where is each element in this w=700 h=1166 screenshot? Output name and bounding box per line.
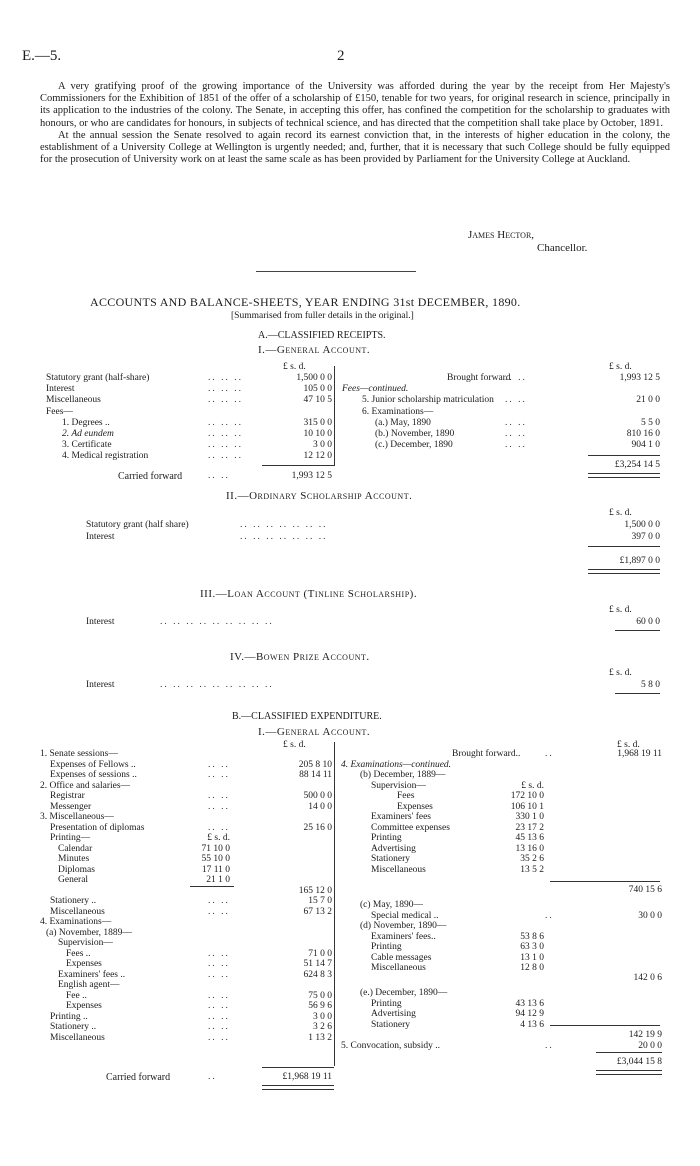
expenditure-subamount-right: 13 1 0 <box>520 952 544 963</box>
leader-dots: .. .. .. <box>208 395 243 406</box>
expenditure-label-right: Stationery <box>371 854 411 864</box>
currency-header-right: £ s. d. <box>609 362 632 372</box>
total-double-rule <box>588 569 660 574</box>
expenditure-label-right: Miscellaneous <box>371 864 426 875</box>
total-double-rule <box>588 473 660 478</box>
expenditure-subamount: 21 1 0 <box>206 875 230 885</box>
receipt-row <box>62 429 114 440</box>
expenditure-label: Expenses of sessions .. <box>50 770 137 780</box>
leader-dots: .. <box>545 910 554 921</box>
receipt-row <box>46 384 75 395</box>
expenditure-subamount-right: 13 16 0 <box>515 843 544 854</box>
ordinary-total: £1,897 0 0 <box>619 556 660 566</box>
expenditure-label: Presentation of diplomas <box>50 822 145 833</box>
carried-forward-label: Carried forward <box>106 1072 171 1083</box>
leader-dots: .. .. <box>208 906 230 917</box>
leader-dots: .. .. .. <box>208 373 243 383</box>
expenditure-amount: 75 0 0 <box>308 990 332 1001</box>
receipt-amount: 1,500 0 0 <box>296 373 332 383</box>
currency-header-right: £ s. d. <box>617 740 640 750</box>
intro-text <box>40 81 670 166</box>
expenditure-label: Minutes <box>58 854 90 864</box>
expenditure-subamount-right: 12 8 0 <box>520 963 544 973</box>
expenditure-label: Fee .. <box>66 990 87 1001</box>
expenditure-subamount: 55 10 0 <box>201 854 230 864</box>
expenditure-subamount-right: 330 1 0 <box>515 812 544 822</box>
receipts-heading: A.—CLASSIFIED RECEIPTS. <box>258 330 386 341</box>
leader-dots: .. .. <box>505 373 527 383</box>
expenditure-subamount-right: 43 13 6 <box>515 998 544 1009</box>
expenditure-label: Registrar <box>50 791 85 801</box>
leader-dots: .. .. <box>208 822 230 833</box>
expenditure-label-right: Miscellaneous <box>371 963 426 973</box>
document-reference: E.—5. <box>22 48 62 64</box>
expenditure-label-right: (b) December, 1889— <box>360 770 446 780</box>
leader-dots: .. .. .. <box>208 451 243 462</box>
expenditure-amount: 165 12 0 <box>298 885 332 896</box>
leader-dots: .. .. <box>505 429 527 439</box>
carried-double-rule <box>262 1085 334 1090</box>
expenditure-label: Calendar <box>58 843 93 854</box>
expenditure-subamount-right: 45 13 6 <box>515 833 544 843</box>
bowen-prize-heading: IV.—Bowen Prize Account. <box>230 651 370 663</box>
receipt-amount: 12 12 0 <box>303 451 332 462</box>
leader-dots: .. .. <box>208 801 230 812</box>
expenditure-amount: 25 16 0 <box>303 822 332 833</box>
receipt-amount: 315 0 0 <box>303 417 332 428</box>
leader-dots: .. <box>545 1040 554 1051</box>
leader-dots: .. .. .. .. .. .. .. <box>240 532 328 542</box>
leader-dots: .. .. <box>208 770 230 780</box>
expenditure-label: 2. Office and salaries— <box>40 780 131 791</box>
expenditure-label: English agent— <box>58 980 120 990</box>
expenditure-label-right: Stationery <box>371 1019 411 1030</box>
expenditure-label: Expenses <box>66 959 102 969</box>
expenditure-label-right: Expenses <box>397 801 433 812</box>
receipt-row <box>62 451 148 462</box>
ordinary-scholarship-heading: II.—Ordinary Scholarship Account. <box>226 490 413 502</box>
receipt-row <box>46 407 73 418</box>
receipt-label: Interest <box>46 384 75 395</box>
expenditure-label-right: Fees <box>397 791 415 801</box>
receipt-row <box>46 395 101 406</box>
leader-dots: .. .. <box>208 1011 230 1022</box>
expenditure-total: £3,044 15 8 <box>616 1057 662 1067</box>
expenditure-subamount-right: 35 2 6 <box>520 854 544 864</box>
bowen-amount: 5 8 0 <box>641 680 660 690</box>
leader-dots: .. .. <box>208 969 230 980</box>
expenditure-label-right: Supervision— <box>371 780 426 791</box>
expenditure-label-right: (c) May, 1890— <box>360 900 423 910</box>
expenditure-label-right: Advertising <box>371 843 416 854</box>
signature-name: James Hector, <box>468 229 535 241</box>
carried-rule <box>262 1067 334 1068</box>
expenditure-amount-right: 740 15 6 <box>628 885 662 895</box>
expenditure-amount: 56 9 6 <box>308 1001 332 1011</box>
section-divider <box>256 271 416 272</box>
receipt-label-right: (a.) May, 1890 <box>375 417 431 428</box>
expenditure-label-right: Advertising <box>371 1009 416 1019</box>
receipt-label-right: Brought forward <box>447 373 511 383</box>
expenditure-amount-right: 1,968 19 11 <box>617 749 662 759</box>
ordinary-amount: 397 0 0 <box>631 532 660 542</box>
subtotal-rule <box>550 1025 660 1026</box>
receipt-label: 2. Ad eundem <box>62 429 114 439</box>
leader-dots: .. .. <box>208 959 230 969</box>
expenditure-amount: 1 13 2 <box>308 1032 332 1043</box>
expenditure-subamount: £ s. d. <box>207 833 230 843</box>
total-rule <box>615 693 660 694</box>
leader-dots: .. .. .. <box>208 384 243 395</box>
expenditure-label-right: 4. Examinations—continued. <box>341 759 452 770</box>
expenditure-subamount-right: £ s. d. <box>521 780 544 791</box>
expenditure-label: Diplomas <box>58 864 95 875</box>
expenditure-label: Examiners' fees .. <box>58 969 126 980</box>
page-number: 2 <box>337 48 345 64</box>
intro-paragraph-1: A very gratifying proof of the growing importance of the University was afforded during the year by the receipt from Her Majesty's Commissioners for the Exhibition of 1851 of the offer of a scholarship of £150, tenable for two years, for original research in science, principally in its application to the industries of the colony. The Senate, in accepting this offer, has confined the competition for the scholarship to graduates with honours, or who are candidates for honours, in subjects of technical science, and has directed that the competition shall take place by October, 1891. <box>40 81 670 129</box>
expenditure-label-right: (d) November, 1890— <box>360 921 447 931</box>
expenditure-subamount-right: 106 10 1 <box>510 801 544 812</box>
receipt-label: 4. Medical registration <box>62 451 149 462</box>
total-rule <box>588 546 660 547</box>
expenditure-subamount-right: 23 17 2 <box>515 822 544 833</box>
loan-account-heading: III.—Loan Account (Tinline Scholarship). <box>200 588 418 600</box>
expenditure-amount: 14 0 0 <box>308 801 332 812</box>
expenditure-amount: 3 0 0 <box>313 1011 332 1022</box>
receipt-label-right: (b.) November, 1890 <box>375 429 455 439</box>
leader-dots: .. <box>545 749 554 759</box>
expenditure-amount: 624 8 3 <box>303 969 332 980</box>
expenditure-subamount-right: 63 3 0 <box>520 942 544 952</box>
expenditure-amount: 71 0 0 <box>308 948 332 959</box>
expenditure-amount: 51 14 7 <box>303 959 332 969</box>
expenditure-label-right: (e.) December, 1890— <box>360 988 448 998</box>
expenditure-general-heading: I.—General Account. <box>258 726 371 738</box>
receipt-label-right: 6. Examinations— <box>362 406 434 417</box>
expenditure-label: General <box>58 875 89 885</box>
expenditure-label: Miscellaneous <box>50 906 105 917</box>
leader-dots: .. .. .. .. .. .. .. .. .. <box>160 617 274 627</box>
expenditure-label: 1. Senate sessions— <box>40 749 118 759</box>
leader-dots: .. <box>208 1072 217 1082</box>
expenditure-amount: 15 7 0 <box>308 896 332 906</box>
total-rule <box>588 455 660 456</box>
expenditure-label: Messenger <box>50 801 92 812</box>
expenditure-amount: 67 13 2 <box>303 906 332 917</box>
receipt-amount-right: 21 0 0 <box>636 395 660 406</box>
receipt-amount-right: 904 1 0 <box>631 440 660 451</box>
subtotal-rule <box>262 465 334 466</box>
general-account-heading: I.—General Account. <box>258 344 371 356</box>
currency-header-left: £ s. d. <box>283 362 306 372</box>
currency-header: £ s. d. <box>609 508 632 518</box>
leader-dots: .. .. <box>505 440 527 451</box>
ordinary-label: Interest <box>86 532 115 542</box>
receipt-label: 1. Degrees .. <box>62 417 110 428</box>
expenditure-label-right: Brought forward.. <box>452 749 521 759</box>
signature-title: Chancellor. <box>537 242 588 254</box>
leader-dots: .. .. <box>208 1032 230 1043</box>
expenditure-amount: 500 0 0 <box>303 791 332 801</box>
subtotal-rule <box>550 881 660 882</box>
accounts-subtitle: [Summarised from fuller details in the original.] <box>231 311 414 321</box>
expenditure-label-right: Cable messages <box>371 952 432 963</box>
expenditure-amount-right: 142 0 6 <box>633 973 662 983</box>
receipt-amount: 105 0 0 <box>303 384 332 395</box>
receipt-label: Statutory grant (half-share) <box>46 373 150 383</box>
receipt-label: 3. Certificate <box>62 440 112 451</box>
leader-dots: .. .. .. .. .. .. .. .. .. <box>160 680 274 690</box>
total-rule <box>596 1052 662 1053</box>
receipt-amount: 10 10 0 <box>303 429 332 439</box>
receipt-row <box>62 440 112 451</box>
expenditure-subamount-right: 172 10 0 <box>510 791 544 801</box>
leader-dots: .. .. <box>208 759 230 770</box>
receipt-amount-right: 5 5 0 <box>641 417 660 428</box>
leader-dots: .. .. <box>208 1001 230 1011</box>
expenditure-amount-right: 30 0 0 <box>638 910 662 921</box>
receipt-label-right: (c.) December, 1890 <box>375 440 453 451</box>
expenditure-subamount-right: 13 5 2 <box>520 864 544 875</box>
expenditure-label: Stationery .. <box>50 896 97 906</box>
printing-subtotal-rule <box>190 886 234 887</box>
expenditure-label-right: Examiners' fees.. <box>371 931 436 942</box>
expenditure-label: 3. Miscellaneous— <box>40 812 114 822</box>
ordinary-label: Statutory grant (half share) <box>86 520 189 530</box>
leader-dots: .. .. .. <box>208 417 243 428</box>
expenditure-label: Expenses of Fellows .. <box>50 759 136 770</box>
expenditure-label: Stationery .. <box>50 1022 97 1032</box>
expenditure-label: Fees .. <box>66 948 91 959</box>
expenditure-amount-right: 142 19 9 <box>628 1030 662 1040</box>
leader-dots: .. .. <box>208 948 230 959</box>
expenditure-label: Printing .. <box>50 1011 88 1022</box>
receipt-amount-right: 1,993 12 5 <box>619 373 660 383</box>
general-account-total: £3,254 14 5 <box>614 460 660 470</box>
expenditure-label-right: 5. Convocation, subsidy .. <box>341 1040 440 1051</box>
expenditure-label: 4. Examinations— <box>40 917 112 927</box>
leader-dots: .. .. .. <box>208 440 243 451</box>
column-divider <box>334 742 335 1066</box>
receipt-label: Miscellaneous <box>46 395 101 406</box>
total-rule <box>615 630 660 631</box>
expenditure-label: Expenses <box>66 1001 102 1011</box>
expenditure-label: (a) November, 1889— <box>46 927 132 938</box>
currency-header: £ s. d. <box>609 668 632 678</box>
expenditure-label: Supervision— <box>58 938 113 948</box>
expenditure-label-right: Printing <box>371 942 402 952</box>
leader-dots: .. .. <box>208 471 230 481</box>
receipt-amount-right: 810 16 0 <box>626 429 660 439</box>
expenditure-subamount: 17 11 0 <box>201 864 230 875</box>
receipt-amount: 47 10 5 <box>303 395 332 406</box>
expenditure-label-right: Printing <box>371 998 402 1009</box>
leader-dots: .. .. .. .. .. .. .. <box>240 520 328 530</box>
expenditure-heading: B.—CLASSIFIED EXPENDITURE. <box>232 711 382 722</box>
receipt-amount: 3 0 0 <box>313 440 332 451</box>
loan-amount: 60 0 0 <box>636 617 660 627</box>
leader-dots: .. .. <box>208 1022 230 1032</box>
carried-forward-amount: 1,993 12 5 <box>291 471 332 481</box>
leader-dots: .. .. <box>208 990 230 1001</box>
receipt-label-right: 5. Junior scholarship matriculation <box>362 395 494 406</box>
expenditure-amount: 3 2 6 <box>313 1022 332 1032</box>
expenditure-amount-right: 20 0 0 <box>638 1040 662 1051</box>
leader-dots: .. .. <box>208 791 230 801</box>
expenditure-amount: 88 14 11 <box>299 770 332 780</box>
expenditure-label-right: Printing <box>371 833 402 843</box>
expenditure-label: Printing— <box>50 833 91 843</box>
carried-forward-label: Carried forward <box>118 471 183 482</box>
intro-paragraph-2: At the annual session the Senate resolved to again record its earnest conviction that, in the interests of higher education in the colony, the establishment of a University College at Wellington is urgently needed; and, further, that it is necessary that such College should be fully equipped for the prosecution of University work on at least the same scale as has been provided by Parliament for the University College at Auckland. <box>40 129 670 166</box>
ordinary-amount: 1,500 0 0 <box>624 520 660 530</box>
expenditure-label-right: Examiners' fees <box>371 812 432 822</box>
leader-dots: .. .. <box>505 395 527 406</box>
total-double-rule <box>596 1070 662 1075</box>
leader-dots: .. .. <box>505 417 527 428</box>
expenditure-subamount: 71 10 0 <box>201 843 230 854</box>
expenditure-label: Miscellaneous <box>50 1032 105 1043</box>
expenditure-subamount-right: 94 12 9 <box>515 1009 544 1019</box>
carried-forward-amount: £1,968 19 11 <box>282 1072 332 1082</box>
expenditure-subamount-right: 4 13 6 <box>520 1019 544 1030</box>
expenditure-amount: 205 8 10 <box>298 759 332 770</box>
expenditure-subamount-right: 53 8 6 <box>520 931 544 942</box>
receipt-row <box>46 373 149 384</box>
currency-header-left: £ s. d. <box>283 740 306 750</box>
expenditure-label-right: Special medical .. <box>371 910 439 921</box>
currency-header: £ s. d. <box>609 605 632 615</box>
bowen-label: Interest <box>86 680 115 690</box>
leader-dots: .. .. .. <box>208 429 243 439</box>
receipt-label-right: Fees—continued. <box>342 384 409 395</box>
loan-label: Interest <box>86 617 115 627</box>
expenditure-label-right: Committee expenses <box>371 822 450 833</box>
accounts-title: ACCOUNTS AND BALANCE-SHEETS, YEAR ENDING 31st DECEMBER, 1890. <box>90 295 521 309</box>
receipt-label: Fees— <box>46 406 73 417</box>
column-divider <box>334 366 335 466</box>
leader-dots: .. .. <box>208 896 230 906</box>
receipt-row <box>62 418 110 429</box>
